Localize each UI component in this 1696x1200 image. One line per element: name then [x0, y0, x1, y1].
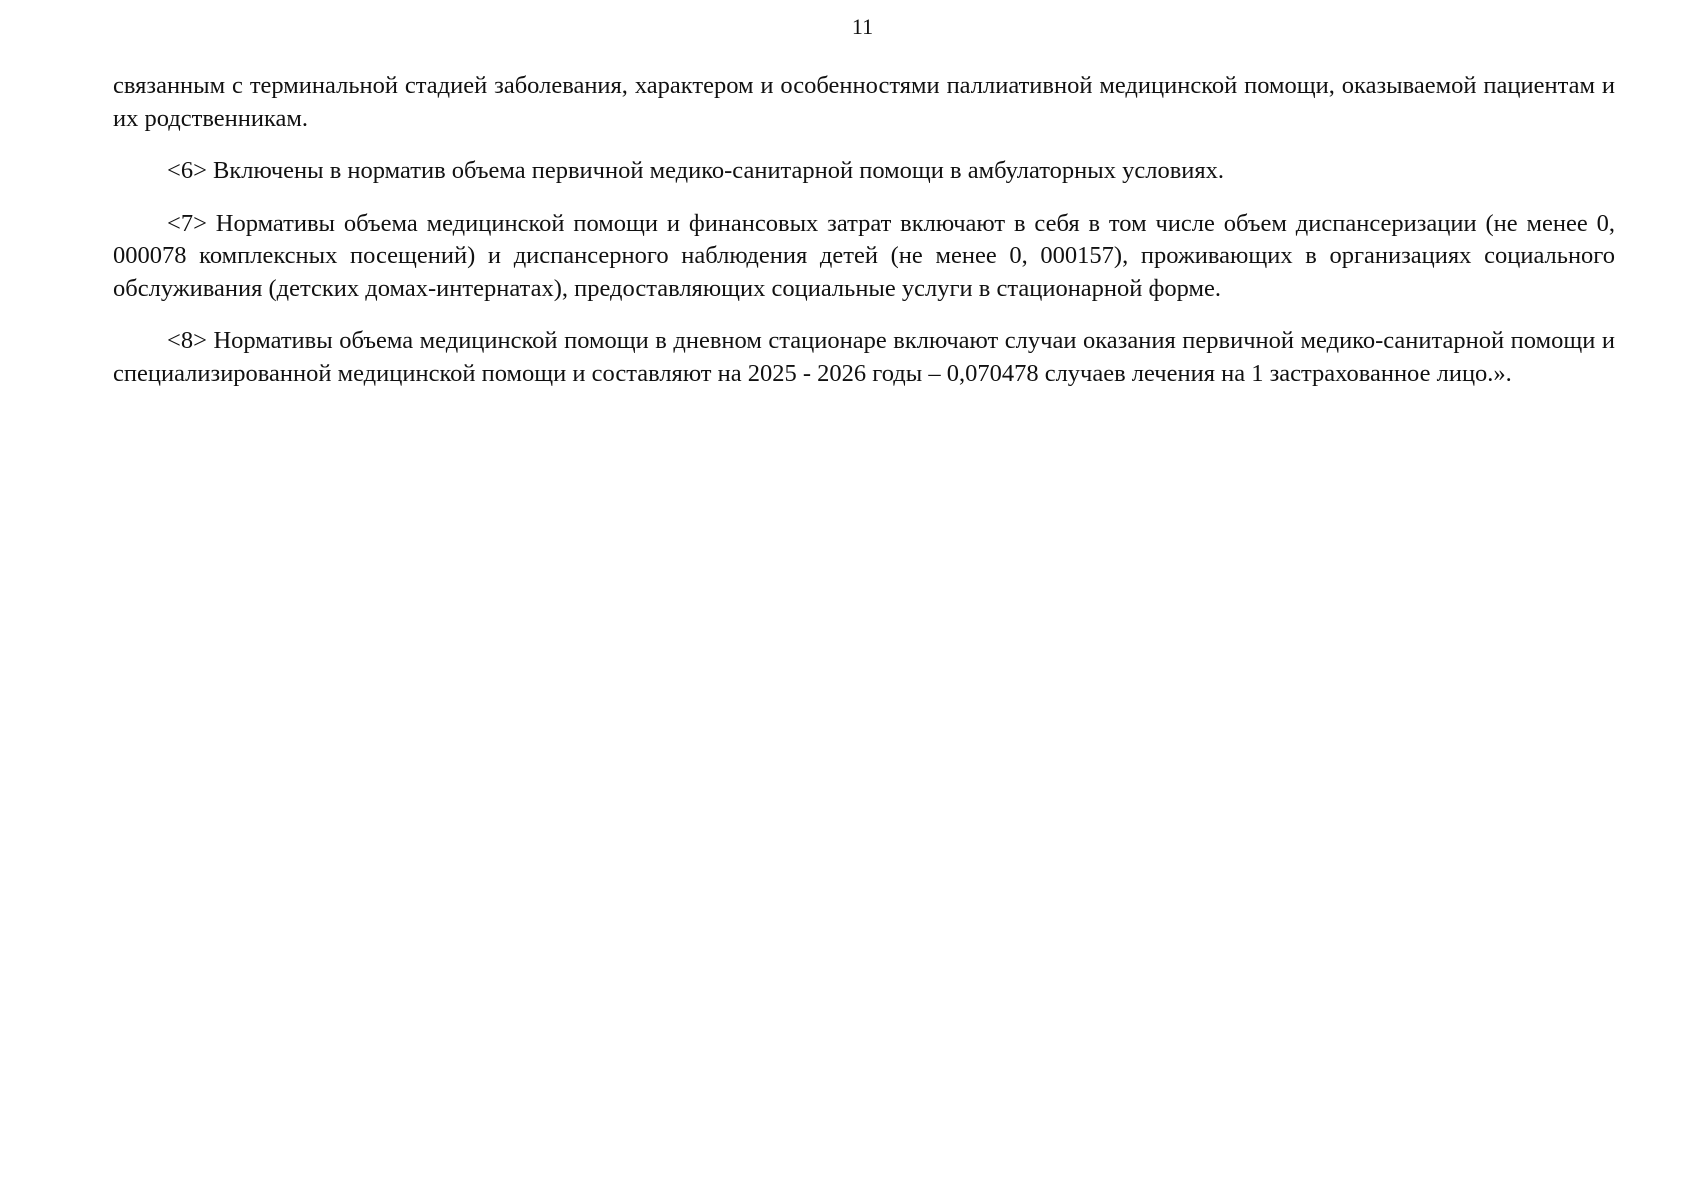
document-body: [113, 70, 1615, 390]
paragraph-continuation: связанным с терминальной стадией заболевания, характером и особенностями паллиативной медицинской помощи, оказываемой пациентам и их родственникам.: [113, 72, 1615, 132]
footnote-7: <7> Нормативы объема медицинской помощи и финансовых затрат включают в себя в том числе объем диспансеризации (не менее 0, 000078 комплексных посещений) и диспансерного наблюдения детей (не менее 0, 000157), проживающих в организациях социального обслуживания (детских домах-интернатах), предоставляющих социальные услуги в стационарной форме.: [113, 209, 1615, 302]
page-number: 11: [851, 14, 874, 39]
footnote-6: <6> Включены в норматив объема первичной медико-санитарной помощи в амбулаторных условиях.: [167, 157, 1225, 184]
footnote-8: <8> Нормативы объема медицинской помощи в дневном стационаре включают случаи оказания первичной медико-санитарной помощи и специализированной медицинской помощи и составляют на 2025 - 2026 годы – 0,070478 случаев лечения на 1 застрахованное лицо.».: [113, 327, 1615, 387]
